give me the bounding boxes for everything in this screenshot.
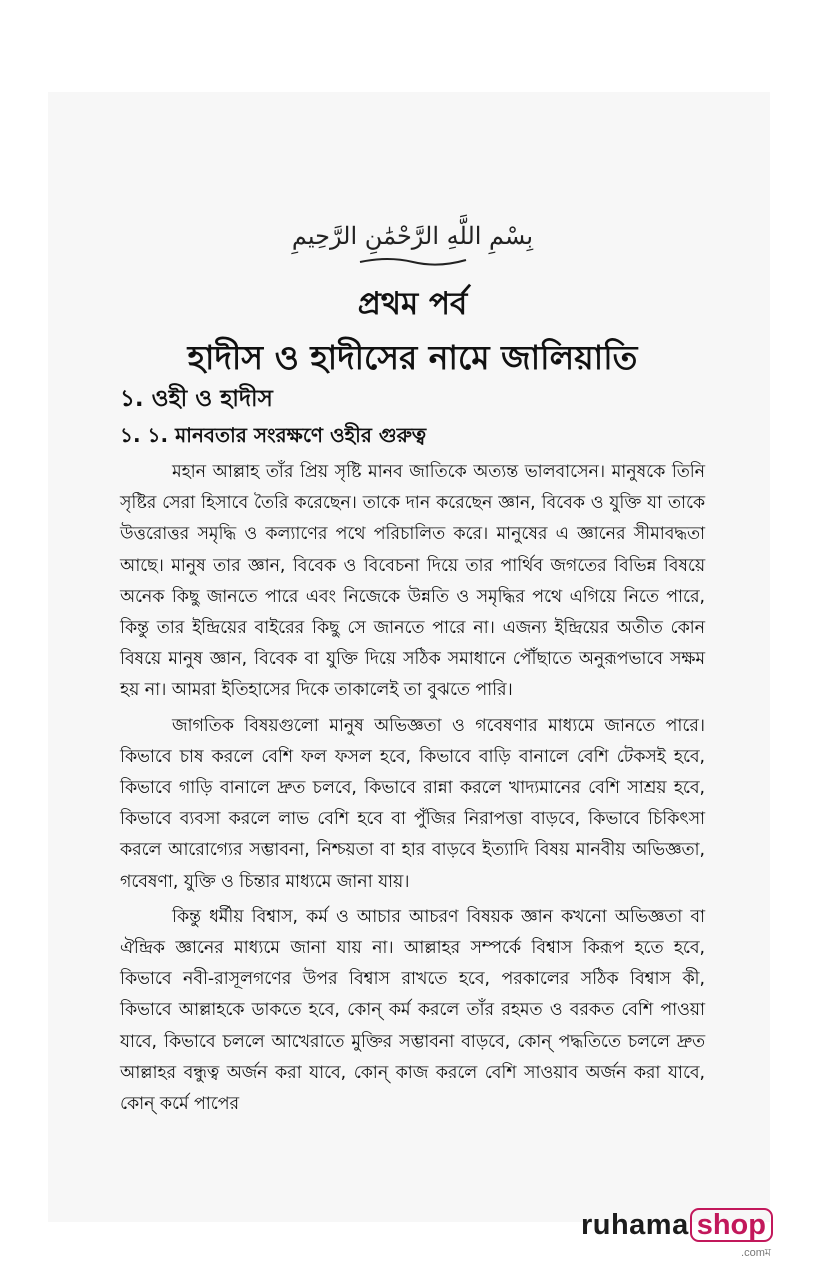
part-title: প্রথম পর্ব xyxy=(357,286,468,322)
bismillah-calligraphy xyxy=(0,222,825,268)
calligraphy-flourish-icon xyxy=(358,254,468,268)
section-heading: ১. ওহী ও হাদীস xyxy=(120,386,273,412)
logo-domain: .comম xyxy=(741,1247,771,1259)
paragraph: মহান আল্লাহ তাঁর প্রিয় সৃষ্টি মানব জাতিকে অত্যন্ত ভালবাসেন। মানুষকে তিনি সৃষ্টির সেরা হিসাবে তৈরি করেছেন। তাকে দান করেছেন জ্ঞান, বিবেক ও যুক্তি যা তাকে উত্তরোত্তর সমৃদ্ধি ও কল্যাণের পথে পরিচালিত করে। মানুষের এ জ্ঞানের সীমাবদ্ধতা আছে। মানুষ তার জ্ঞান, বিবেক ও বিবেচনা দিয়ে তার পার্থিব জগতের বিভিন্ন বিষয়ে অনেক কিছু জানতে পারে এবং নিজেকে উন্নতি ও সমৃদ্ধির পথে এগিয়ে নিতে পারে, কিন্তু তার ইন্দ্রিয়ের বাইরের কিছু সে জানতে পারে না। এজন্য ইন্দ্রিয়ের অতীত কোন বিষয়ে মানুষ জ্ঞান, বিবেক বা যুক্তি দিয়ে সঠিক সমাধানে পৌঁছাতে অনুরূপভাবে সক্ষম হয় না। আমরা ইতিহাসের দিকে তাকালেই তা বুঝতে পারি। xyxy=(120,462,705,701)
subsection-heading: ১. ১. মানবতার সংরক্ষণে ওহীর গুরুত্ব xyxy=(120,423,427,447)
logo-text-shop: shop xyxy=(690,1208,773,1242)
ruhamashop-logo xyxy=(580,1208,773,1259)
paragraph: জাগতিক বিষয়গুলো মানুষ অভিজ্ঞতা ও গবেষণার মাধ্যমে জানতে পারে। কিভাবে চাষ করলে বেশি ফল ফসল হবে, কিভাবে বাড়ি বানালে বেশি টেকসই হবে, কিভাবে গাড়ি বানালে দ্রুত চলবে, কিভাবে রান্না করলে খাদ্যমানের বেশি সাশ্রয় হবে, কিভাবে ব্যবসা করলে লাভ বেশি হবে বা পুঁজির নিরাপত্তা বাড়বে, কিভাবে চিকিৎসা করলে আরোগ্যের সম্ভাবনা, নিশ্চয়তা বা হার বাড়বে ইত্যাদি বিষয় মানবীয় অভিজ্ঞতা, গবেষণা, যুক্তি ও চিন্তার মাধ্যমে জানা যায়। xyxy=(120,715,705,892)
chapter-title: হাদীস ও হাদীসের নামে জালিয়াতি xyxy=(187,338,638,377)
bismillah-text: بِسْمِ اللَّهِ الرَّحْمَٰنِ الرَّحِيمِ xyxy=(291,222,534,250)
body-text xyxy=(120,457,705,1124)
logo-text-ruhama: ruhama xyxy=(580,1209,689,1241)
paragraph: কিন্তু ধর্মীয় বিশ্বাস, কর্ম ও আচার আচরণ বিষয়ক জ্ঞান কখনো অভিজ্ঞতা বা ঐন্দ্রিক জ্ঞানের মাধ্যমে জানা যায় না। আল্লাহর সম্পর্কে বিশ্বাস কিরূপ হতে হবে, কিভাবে নবী-রাসূলগণের উপর বিশ্বাস রাখতে হবে, পরকালের সঠিক বিশ্বাস কী, কিভাবে আল্লাহকে ডাকতে হবে, কোন্ কর্ম করলে তাঁর রহমত ও বরকত বেশি পাওয়া যাবে, কিভাবে চললে আখেরাতে মুক্তির সম্ভাবনা বাড়বে, কোন্ পদ্ধতিতে চললে দ্রুত আল্লাহর বন্ধুত্ব অর্জন করা যাবে, কোন্ কাজ করলে বেশি সাওয়াব অর্জন করা যাবে, কোন্ কর্মে পাপের xyxy=(120,906,705,1115)
